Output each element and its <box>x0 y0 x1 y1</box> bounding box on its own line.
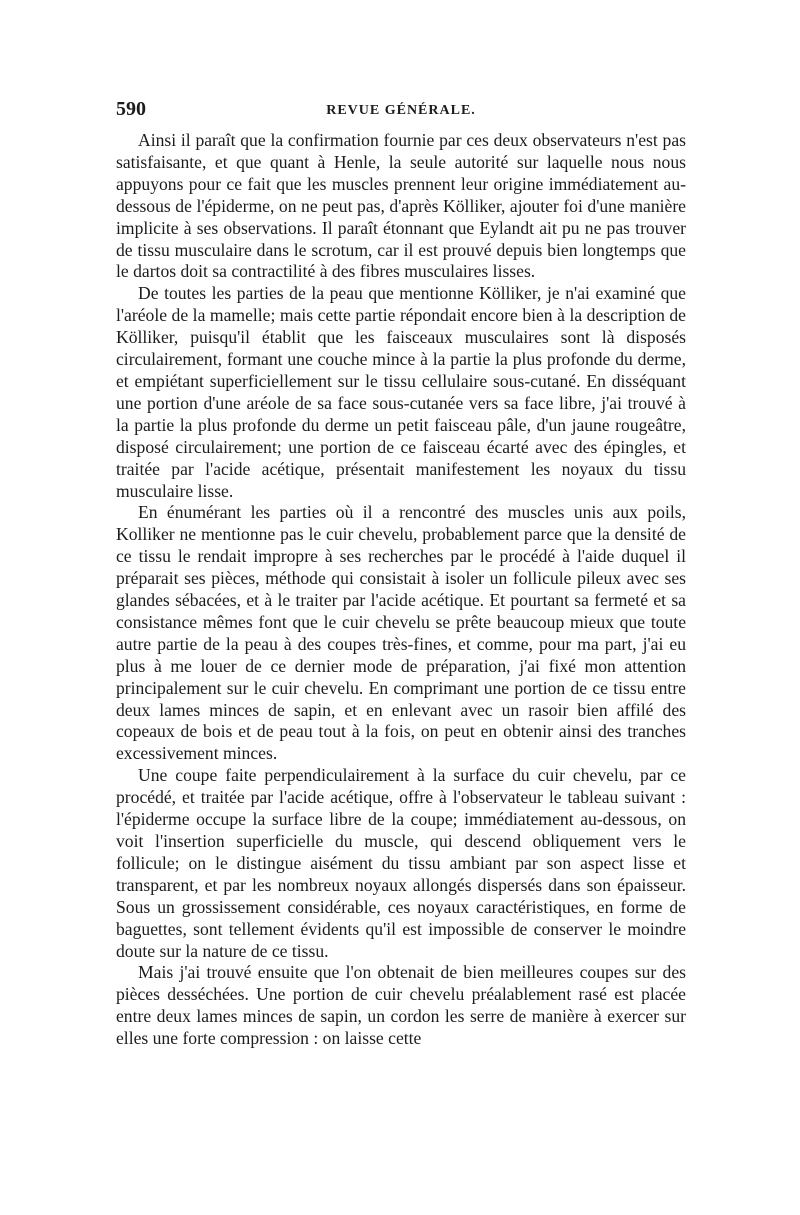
page-number: 590 <box>116 98 146 120</box>
paragraph: Ainsi il paraît que la confirmation fournie par ces deux observateurs n'est pas satisfaisante, et que quant à Henle, la seule autorité sur laquelle nous nous appuyons pour ce fait que les muscles prennent leur origine immédiatement au-dessous de l'épiderme, on ne peut pas, d'après Kölliker, ajouter foi d'une manière implicite à ses observations. Il paraît étonnant que Eylandt ait pu ne pas trouver de tissu musculaire dans le scrotum, car il est prouvé depuis bien longtemps que le dartos doit sa contractilité à des fibres musculaires lisses. <box>116 130 686 282</box>
paragraph: En énumérant les parties où il a rencontré des muscles unis aux poils, Kolliker ne mentionne pas le cuir chevelu, probablement parce que la densité de ce tissu le rendait impropre à ses recherches par le procédé à l'aide duquel il préparait ses pièces, méthode qui consistait à isoler un follicule pileux avec ses glandes sébacées, et à le traiter par l'acide acétique. Et pourtant sa fermeté et sa consistance mêmes font que le cuir chevelu se prête beaucoup mieux que toute autre partie de la peau à des coupes très-fines, et comme, pour ma part, j'ai eu plus à me louer de ce dernier mode de préparation, j'ai fixé mon attention principalement sur le cuir chevelu. En comprimant une portion de ce tissu entre deux lames minces de sapin, et en enlevant avec un rasoir bien affilé des copeaux de bois et de peau tout à la fois, on peut en obtenir ainsi des tranches excessivement minces. <box>116 502 686 764</box>
running-title: REVUE GÉNÉRALE. <box>326 103 476 118</box>
paragraph: Mais j'ai trouvé ensuite que l'on obtenait de bien meilleures coupes sur des pièces desséchées. Une portion de cuir chevelu préalablement rasé est placée entre deux lames minces de sapin, un cordon les serre de manière à exercer sur elles une forte compression : on laisse cette <box>116 962 686 1049</box>
body-text <box>116 130 686 1050</box>
running-header <box>116 96 686 130</box>
document-page <box>116 96 686 1050</box>
paragraph: Une coupe faite perpendiculairement à la surface du cuir chevelu, par ce procédé, et traitée par l'acide acétique, offre à l'observateur le tableau suivant : l'épiderme occupe la surface libre de la coupe; immédiatement au-dessous, on voit l'insertion superficielle du muscle, qui descend obliquement vers le follicule; on le distingue aisément du tissu ambiant par son aspect lisse et transparent, et par les nombreux noyaux allongés dispersés dans son épaisseur. Sous un grossissement considérable, ces noyaux caractéristiques, en forme de baguettes, sont tellement évidents qu'il est impossible de conserver le moindre doute sur la nature de ce tissu. <box>116 765 686 961</box>
paragraph: De toutes les parties de la peau que mentionne Kölliker, je n'ai examiné que l'aréole de la mamelle; mais cette partie répondait encore bien à la description de Kölliker, puisqu'il établit que les faisceaux musculaires sont là disposés circulairement, formant une couche mince à la partie la plus profonde du derme, et empiétant superficiellement sur le tissu cellulaire sous-cutané. En disséquant une portion d'une aréole de sa face sous-cutanée vers sa face libre, j'ai trouvé à la partie la plus profonde du derme un petit faisceau pâle, d'un jaune rougeâtre, disposé circulairement; une portion de ce faisceau écarté avec des épingles, et traitée par l'acide acétique, présentait manifestement les noyaux du tissu musculaire lisse. <box>116 283 686 501</box>
